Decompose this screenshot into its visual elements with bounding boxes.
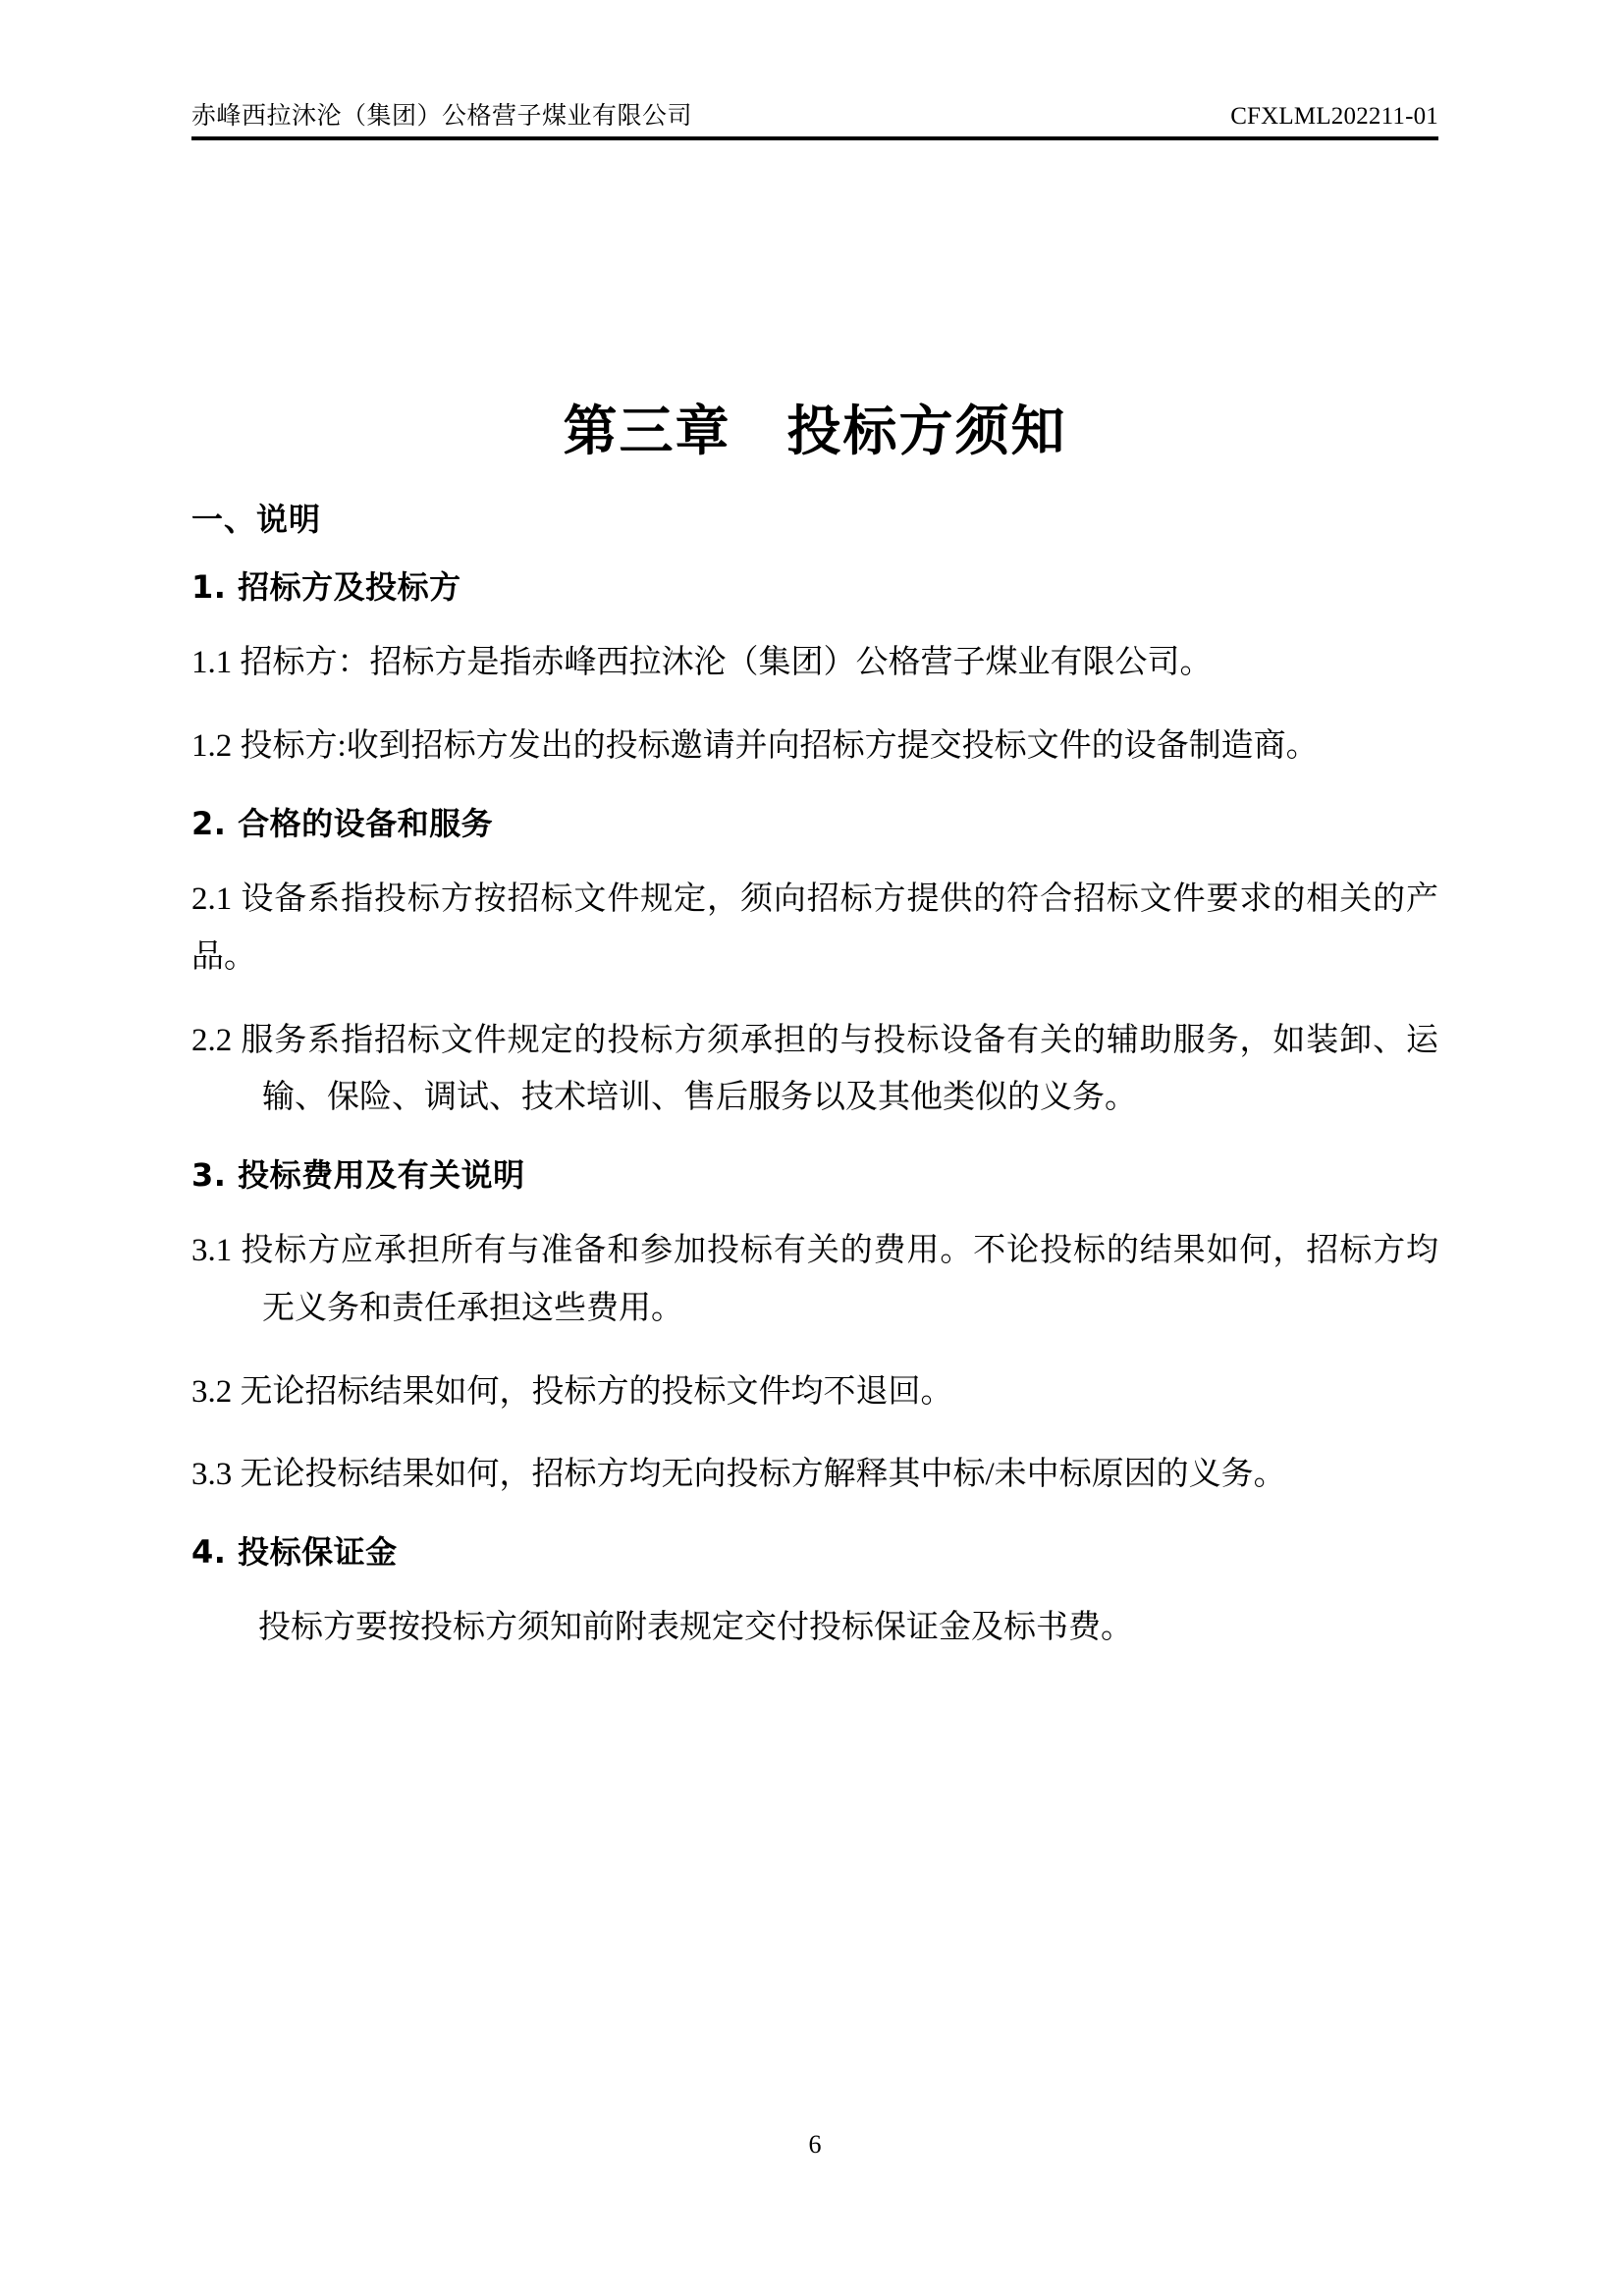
- header-company-name: 赤峰西拉沐沦（集团）公格营子煤业有限公司: [191, 103, 693, 130]
- heading-2-eligible-equipment-and-services: 2. 合格的设备和服务: [191, 804, 494, 842]
- heading-1-bidder-and-tenderer: 1. 招标方及投标方: [191, 568, 461, 607]
- header-document-number: CFXLML202211-01: [1230, 103, 1438, 130]
- paragraph-1-1: 1.1 招标方：招标方是指赤峰西拉沐沦（集团）公格营子煤业有限公司。: [191, 645, 1213, 681]
- heading-section-one: 一、说明: [191, 501, 322, 538]
- paragraph-3-2: 3.2 无论招标结果如何，投标方的投标文件均不退回。: [191, 1373, 953, 1410]
- document-body: [191, 503, 1438, 1679]
- page-number: 6: [808, 2130, 822, 2159]
- heading-3-bidding-costs: 3. 投标费用及有关说明: [191, 1155, 525, 1194]
- paragraph-3-1: 3.1 投标方应承担所有与准备和参加投标有关的费用。不论投标的结果如何，招标方均无义务和责任承担这些费用。: [191, 1233, 1438, 1326]
- paragraph-2-1: 2.1 设备系指投标方按招标文件规定，须向招标方提供的符合招标文件要求的相关的产品。: [191, 881, 1438, 975]
- paragraph-3-3: 3.3 无论投标结果如何，招标方均无向投标方解释其中标/未中标原因的义务。: [191, 1457, 1286, 1493]
- heading-4-bid-bond: 4. 投标保证金: [191, 1533, 398, 1572]
- paragraph-2-2: 2.2 服务系指招标文件规定的投标方须承担的与投标设备有关的辅助服务，如装卸、运输、保险、调试、技术培训、售后服务以及其他类似的义务。: [191, 1022, 1438, 1116]
- running-header: [191, 96, 1438, 132]
- paragraph-1-2: 1.2 投标方:收到招标方发出的投标邀请并向招标方提交投标文件的设备制造商。: [191, 728, 1319, 765]
- header-rule-divider: [191, 136, 1438, 140]
- page-content-area: [191, 0, 1438, 2296]
- paragraph-4-1: 投标方要按投标方须知前附表规定交付投标保证金及标书费。: [258, 1610, 1133, 1646]
- page-title: 第三章 投标方须知: [563, 400, 1067, 462]
